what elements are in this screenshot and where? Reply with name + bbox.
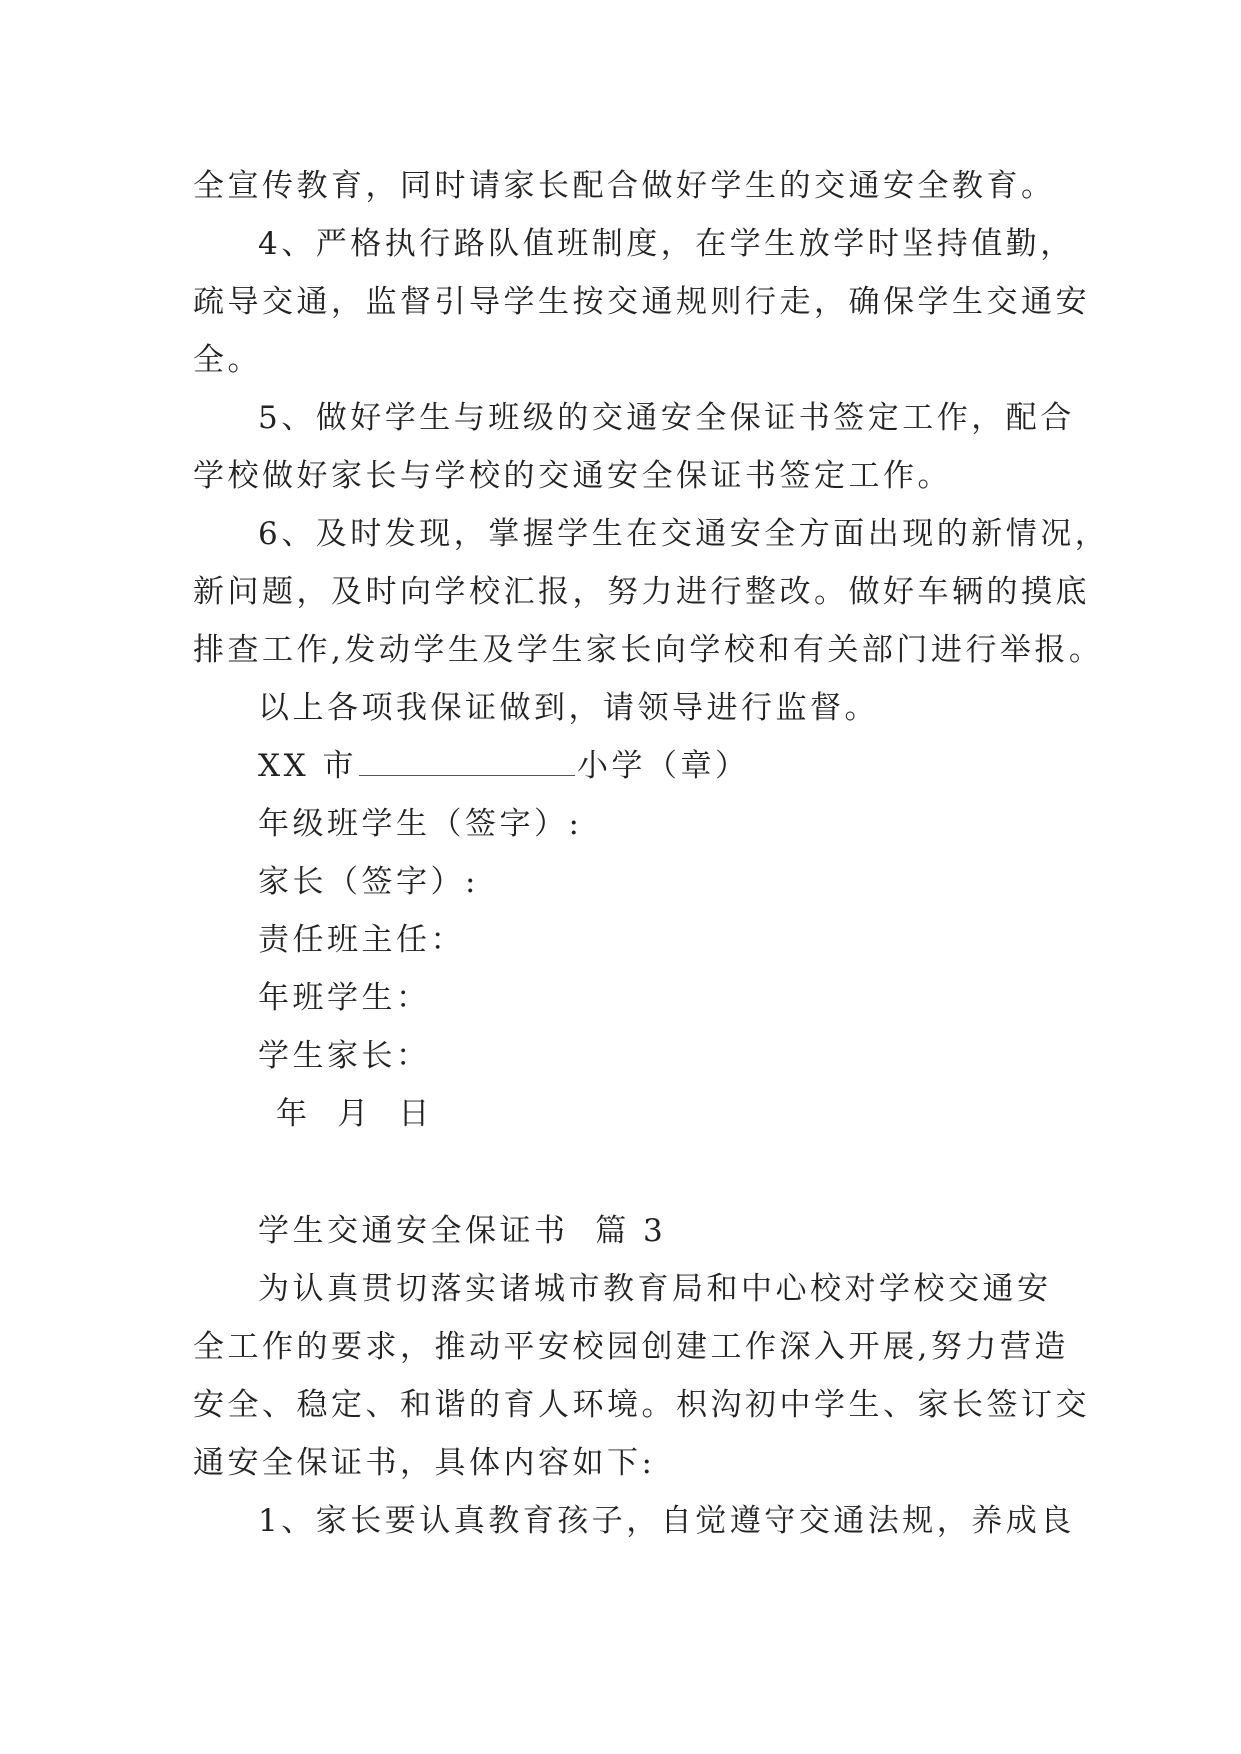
signature-line: 年班学生： — [258, 980, 431, 1016]
paragraph-line: 为认真贯切落实诸城市教育局和中心校对学校交通安 — [258, 1271, 1052, 1307]
school-suffix: 小学（章） — [577, 748, 750, 784]
paragraph-line: 全。 — [193, 342, 262, 378]
paragraph-line: 以上各项我保证做到，请领导进行监督。 — [258, 690, 879, 726]
paragraph-line: 6、及时发现，掌握学生在交通安全方面出现的新情况， — [258, 516, 1110, 552]
paragraph-line: 通安全保证书，具体内容如下: — [193, 1445, 656, 1481]
paragraph-line: 5、做好学生与班级的交通安全保证书签定工作，配合 — [258, 400, 1075, 436]
paragraph-line: 疏导交通，监督引导学生按交通规则行走，确保学生交通安 — [193, 284, 1090, 320]
signature-line: 责任班主任： — [258, 922, 465, 958]
signature-line: 学生家长： — [258, 1038, 431, 1074]
signature-line: 家长（签字）: — [258, 864, 479, 900]
school-prefix: XX 市 — [258, 748, 357, 784]
paragraph-line: 学校做好家长与学校的交通安全保证书签定工作。 — [193, 458, 952, 494]
school-name-blank — [359, 747, 575, 776]
date-line: 年 月 日 — [276, 1096, 433, 1132]
paragraph-line: 排查工作,发动学生及学生家长向学校和有关部门进行举报。 — [193, 632, 1104, 668]
signature-line: 年级班学生（签字）: — [258, 806, 583, 842]
paragraph-line: 新问题，及时向学校汇报，努力进行整改。做好车辆的摸底 — [193, 574, 1090, 610]
paragraph-line: 安全、稳定、和谐的育人环境。枳沟初中学生、家长签订交 — [193, 1387, 1090, 1423]
paragraph-line: 全宣传教育，同时请家长配合做好学生的交通安全教育。 — [193, 168, 1056, 204]
paragraph-line: 4、严格执行路队值班制度，在学生放学时坚持值勤， — [258, 226, 1075, 262]
section-title: 学生交通安全保证书 篇 3 — [258, 1213, 667, 1249]
paragraph-line: 1、家长要认真教育孩子，自觉遵守交通法规，养成良 — [258, 1503, 1075, 1539]
paragraph-line: 全工作的要求，推动平安校园创建工作深入开展,努力营造 — [193, 1329, 1069, 1365]
school-seal-line — [258, 746, 750, 786]
